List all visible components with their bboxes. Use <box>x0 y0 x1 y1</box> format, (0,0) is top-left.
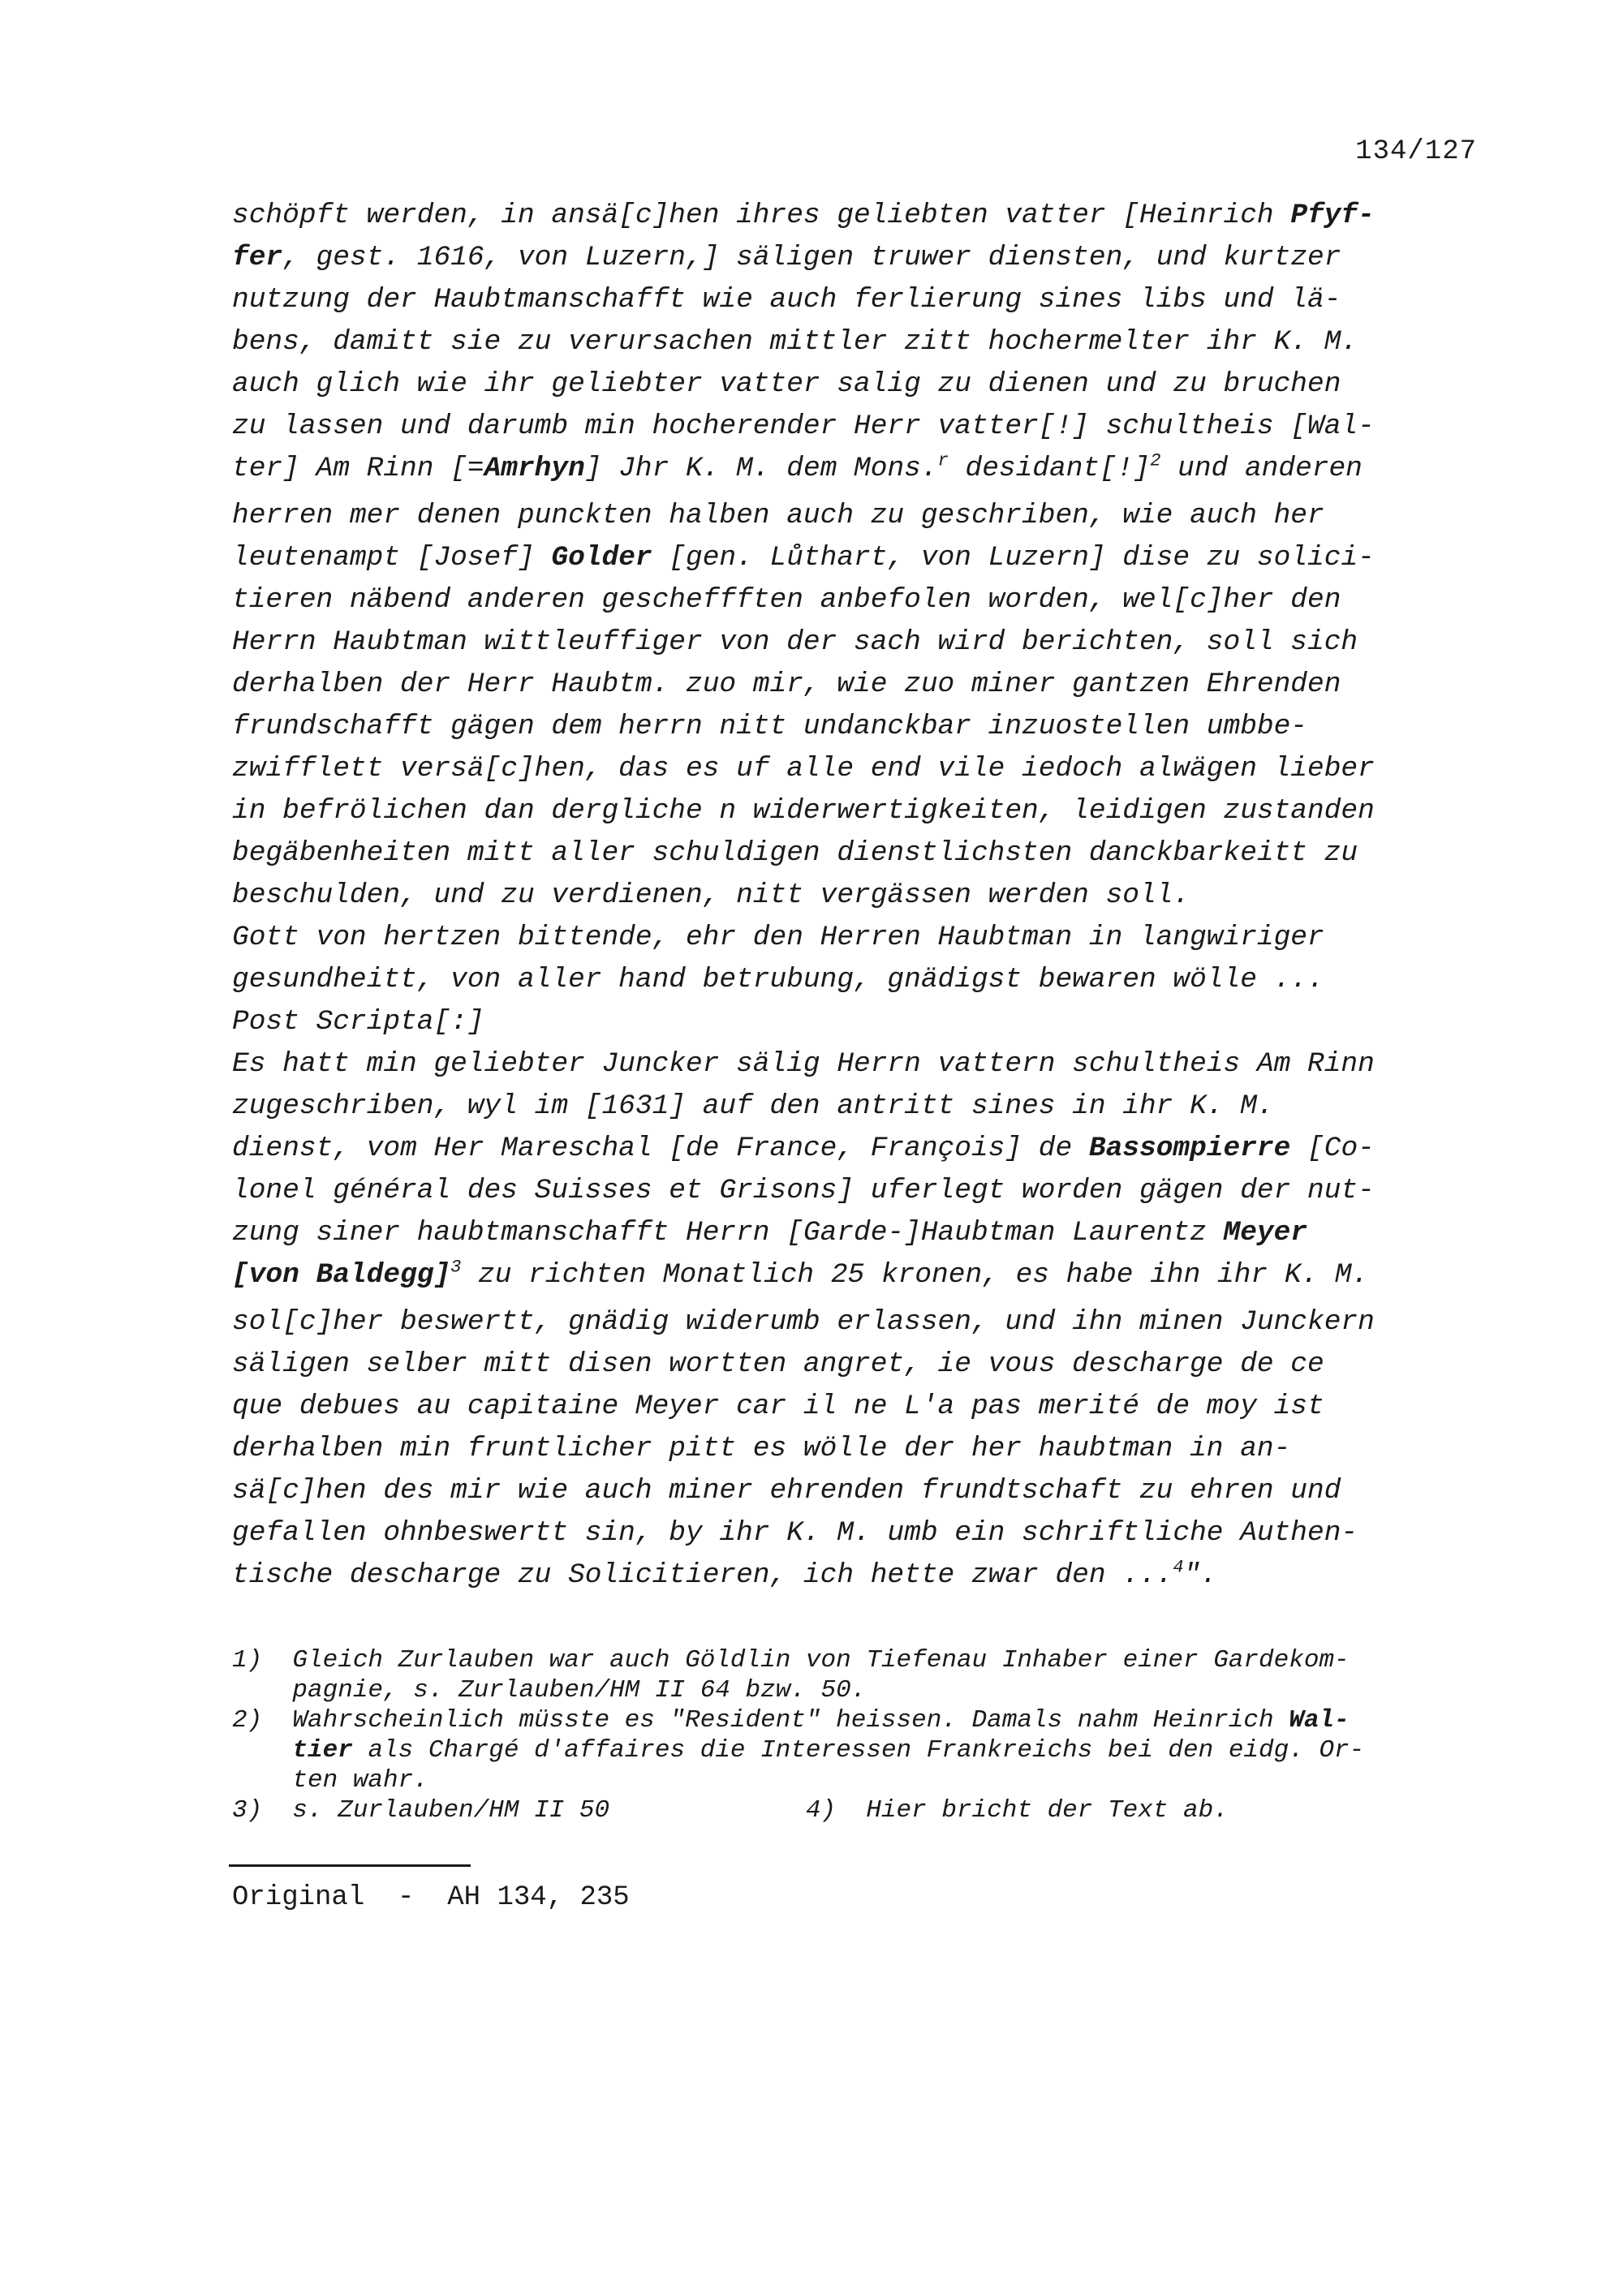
text-run: nutzung der Haubtmanschafft wie auch ferlierung sines libs und lä- <box>232 284 1341 316</box>
text-run: ten wahr. <box>232 1766 428 1795</box>
text-run: ] Jhr K. M. dem Mons. <box>584 453 938 484</box>
text-run <box>232 1736 292 1765</box>
body-line <box>232 790 1482 832</box>
text-run: ter] Am Rinn [= <box>232 453 484 484</box>
body-line <box>232 448 1482 495</box>
footnote-marker: r <box>937 450 949 471</box>
text-run: und anderen <box>1160 453 1363 484</box>
text-run: gesundheitt, von aller hand betrubung, gnädigst bewaren wölle ... <box>232 964 1324 995</box>
text-run: frundschafft gägen dem herrn nitt undanckbar inzuostellen umbbe- <box>232 711 1308 742</box>
body-line <box>232 621 1482 664</box>
footnote-marker: 4 <box>1173 1557 1184 1578</box>
text-run: herren mer denen punckten halben auch zu geschriben, wie auch her <box>232 500 1324 531</box>
footnote-line <box>232 1675 1482 1705</box>
text-run: Herrn Haubtman wittleuffiger von der sach wird berichten, soll sich <box>232 626 1358 658</box>
body-line <box>232 748 1482 790</box>
footnote-line <box>232 1735 1482 1765</box>
text-run: zwifflett versä[c]hen, das es uf alle end vile iedoch alwägen lieber <box>232 753 1375 785</box>
footnote-line <box>232 1645 1482 1675</box>
text-run: dienst, vom Her Mareschal [de France, François] de <box>232 1133 1089 1164</box>
text-run: ". <box>1183 1559 1218 1591</box>
text-run: lonel général des Suisses et Grisons] uferlegt worden gägen der nut- <box>232 1175 1375 1206</box>
body-line <box>232 1001 1482 1043</box>
text-run: schöpft werden, in ansä[c]hen ihres geliebten vatter [Heinrich <box>232 200 1291 231</box>
body-line <box>232 1128 1482 1170</box>
body-line <box>232 1086 1482 1128</box>
body-line <box>232 1301 1482 1344</box>
body-line <box>232 537 1482 579</box>
body-line <box>232 1254 1482 1301</box>
body-line <box>232 875 1482 917</box>
body-line <box>232 1212 1482 1254</box>
body-line <box>232 1043 1482 1086</box>
text-run: beschulden, und zu verdienen, nitt vergässen werden soll. <box>232 879 1190 911</box>
text-run: sol[c]her beswertt, gnädig widerumb erlassen, und ihn minen Junckern <box>232 1306 1375 1338</box>
text-run: pagnie, s. Zurlauben/HM II 64 bzw. 50. <box>232 1676 867 1705</box>
text-run: derhalben der Herr Haubtm. zuo mir, wie zuo miner gantzen Ehrenden <box>232 669 1341 700</box>
text-run: zung siner haubtmanschafft Herrn [Garde-]Haubtman Laurentz <box>232 1217 1224 1249</box>
text-run: zu richten Monatlich 25 kronen, es habe ihn ihr K. M. <box>461 1259 1369 1291</box>
body-line <box>232 321 1482 363</box>
footnote-line <box>232 1795 1482 1825</box>
text-run: , gest. 1616, von Luzern,] säligen truwer diensten, und kurtzer <box>282 242 1341 273</box>
text-run: zugeschriben, wyl im [1631] auf den antritt sines in ihr K. M. <box>232 1090 1274 1122</box>
text-run: derhalben min fruntlicher pitt es wölle der her haubtman in an- <box>232 1433 1291 1464</box>
text-run: zu lassen und darumb min hocherender Herr vatter[!] schultheis [Wal- <box>232 411 1375 442</box>
bold-name: Bassompierre <box>1088 1133 1291 1164</box>
source-rule <box>229 1864 471 1867</box>
text-run: desidant[!] <box>948 453 1151 484</box>
text-run: auch glich wie ihr geliebter vatter salig zu dienen und zu bruchen <box>232 368 1341 400</box>
text-run: leutenampt [Josef] <box>232 542 552 574</box>
bold-name: Golder <box>551 542 652 574</box>
text-run: Post Scripta[:] <box>232 1006 484 1038</box>
body-line <box>232 1170 1482 1212</box>
bold-name: Amrhyn <box>484 453 585 484</box>
text-run: als Chargé d'affaires die Interessen Frankreichs bei den eidg. Or- <box>352 1736 1365 1765</box>
text-run: tieren näbend anderen gescheffften anbefolen worden, wel[c]her den <box>232 584 1341 616</box>
source-reference: Original - AH 134, 235 <box>232 1882 630 1913</box>
body-line <box>232 1344 1482 1386</box>
bold-name: fer <box>232 242 283 273</box>
text-run: [gen. Lůthart, von Luzern] dise zu solici- <box>652 542 1375 574</box>
body-line <box>232 1386 1482 1428</box>
bold-name: Wal- <box>1289 1706 1350 1735</box>
bold-name: tier <box>292 1736 353 1765</box>
text-run: 3) s. Zurlauben/HM II 50 4) Hier bricht der Text ab. <box>232 1796 1229 1825</box>
text-run: 1) Gleich Zurlauben war auch Göldlin von Tiefenau Inhaber einer Gardekom- <box>232 1646 1350 1675</box>
footnote-line <box>232 1765 1482 1795</box>
body-line <box>232 959 1482 1001</box>
footnotes <box>232 1645 1482 1825</box>
letter-body <box>232 195 1482 1602</box>
body-line <box>232 1470 1482 1512</box>
body-line <box>232 832 1482 875</box>
body-line <box>232 579 1482 621</box>
text-run: säligen selber mitt disen wortten angret, ie vous descharge de ce <box>232 1348 1324 1380</box>
text-run: in befrölichen dan dergliche n widerwertigkeiten, leidigen zustanden <box>232 795 1375 827</box>
bold-name: Pfyf- <box>1290 200 1375 231</box>
body-line <box>232 195 1482 237</box>
text-run: que debues au capitaine Meyer car il ne L'a pas merité de moy ist <box>232 1391 1324 1422</box>
bold-name: Meyer <box>1223 1217 1308 1249</box>
text-run: [Co- <box>1290 1133 1375 1164</box>
body-line <box>232 1428 1482 1470</box>
page-number: 134/127 <box>1355 136 1477 167</box>
text-run: begäbenheiten mitt aller schuldigen dienstlichsten danckbarkeitt zu <box>232 837 1358 869</box>
body-line <box>232 279 1482 321</box>
footnote-marker: 3 <box>450 1257 462 1278</box>
text-run: gefallen ohnbeswertt sin, by ihr K. M. umb ein schriftliche Authen- <box>232 1517 1358 1549</box>
text-run: tische descharge zu Solicitieren, ich hette zwar den ... <box>232 1559 1173 1591</box>
footnote-marker: 2 <box>1150 450 1161 471</box>
body-line <box>232 363 1482 406</box>
body-line <box>232 706 1482 748</box>
body-line <box>232 237 1482 279</box>
footnote-line <box>232 1705 1482 1735</box>
text-run: Es hatt min geliebter Juncker sälig Herrn vattern schultheis Am Rinn <box>232 1048 1375 1080</box>
text-run: 2) Wahrscheinlich müsste es "Resident" heissen. Damals nahm Heinrich <box>232 1706 1289 1735</box>
body-line <box>232 495 1482 537</box>
text-run: Gott von hertzen bittende, ehr den Herren Haubtman in langwiriger <box>232 922 1324 953</box>
text-run: sä[c]hen des mir wie auch miner ehrenden frundtschaft zu ehren und <box>232 1475 1341 1507</box>
bold-name: [von Baldegg] <box>232 1259 451 1291</box>
text-run: bens, damitt sie zu verursachen mittler zitt hochermelter ihr K. M. <box>232 326 1358 358</box>
body-line <box>232 1512 1482 1554</box>
body-line <box>232 406 1482 448</box>
body-line <box>232 1554 1482 1602</box>
body-line <box>232 664 1482 706</box>
body-line <box>232 917 1482 959</box>
